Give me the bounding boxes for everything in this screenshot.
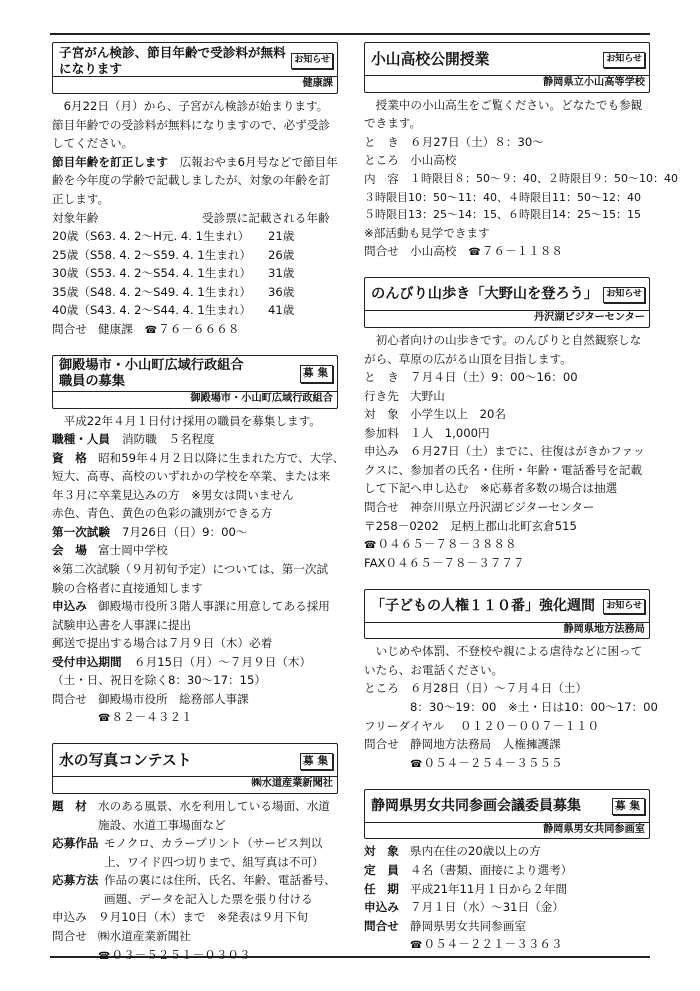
- article-body: 対 象 県内在住の20歳以上の方 定 員 ４名（書類、面接により選考） 任 期 平成21年11月１日から２年間 申込み ７月１日（水）～31日（金） 問合せ 静岡県男女共同参画室 ☎ ０５４－２２１－３３６３: [364, 839, 650, 954]
- article-header: [364, 42, 650, 93]
- article-fire-staff-recruit: [52, 355, 345, 728]
- article-org: ㈱水道産業新聞社: [53, 776, 337, 793]
- contact-row: 問合せ 神奈川県立丹沢湖ビジターセンター: [364, 499, 595, 514]
- left-column: [52, 42, 345, 981]
- top-rule: [50, 33, 650, 35]
- article-org: 静岡県地方法務局: [365, 622, 649, 639]
- phone-icon: ☎ ０３－５２５１－０３０３: [98, 948, 251, 962]
- article-title: のんびり山歩き「大野山を登ろう」: [371, 286, 599, 303]
- article-org: 静岡県立小山高等学校: [365, 75, 649, 92]
- correction-body: 広報おやま6月号などで節目年齢を今年度の学齢で記載しましたが、対象の年齢を訂正します。: [52, 154, 338, 206]
- contact-phone: [364, 754, 650, 773]
- intro-text: 6月22日（月）から、子宮がん検診が始まります。節目年齢での受診料が無料になりますので、必ず受診してください。: [52, 99, 331, 151]
- article-org: 丹沢湖ビジターセンター: [365, 310, 649, 327]
- article-title: 子宮がん検診、節目年齢で受診料が無料になります: [59, 45, 286, 76]
- fax-number: FAX０４６５－７８－３７７７: [364, 556, 525, 571]
- phone-icon: ☎ ８２－４３２１: [98, 710, 193, 724]
- notice-badge: お知らせ: [291, 53, 333, 69]
- article-title: 静岡県男女共同参画会議委員募集: [371, 797, 581, 814]
- article-title: 水の写真コンテスト: [59, 752, 192, 770]
- phone-icon: ☎ ７６－１１８８: [468, 242, 563, 261]
- phone-icon: ☎ ７６－６６６８: [145, 320, 240, 339]
- age-row: 35歳（S48. 4. 2～S49. 4. 1生まれ） 36歳: [52, 284, 295, 299]
- article-body: いじめや体罰、不登校や親による虐待などに困っていたら、お電話ください。 ところ ６月28日（日）～７月４日（土） 8：30～19：00 ※土・日は10：00～17：00 フリーダイヤル ０１２０－００７－１１０ 問合せ 静岡地方法務局 人権擁護課 ☎ ０５４－２５４－３５５５: [364, 639, 650, 772]
- correction-lead: 節目年齢を訂正します: [52, 154, 168, 169]
- article-header: [52, 355, 338, 409]
- right-column: [364, 42, 678, 970]
- article-mt-ono-hike: [364, 277, 650, 572]
- article-header: [364, 789, 650, 840]
- article-child-rights-110: [364, 589, 658, 773]
- article-org: 健康課: [53, 76, 337, 93]
- age-row: 20歳（S63. 4. 2～H元. 4. 1生まれ） 21歳: [52, 229, 295, 244]
- contact-phone: [52, 946, 338, 965]
- article-body: 初心者向けの山歩きです。のんびりと自然観察しながら、草原の広がる山頂を目指します。 と き ７月４日（土）9：00～16：00 行き先 大野山 対 象 小学生以上 20名 参加料 １人 1,000円 申込み ６月27日（土）までに、往復はがきかファッ クスに、参加者の氏名・住所・年齢・電話番号を記載 して下記へ申し込む ※応募者多数の場合は抽選 問合せ 神奈川県立丹沢湖ビジターセンター 〒258－0202 足柄上郡山北町玄倉515 ☎ ０４６５－７８－３８８８ FAX０４６５－７８－３７７７: [364, 328, 650, 573]
- article-title: 小山高校公開授業: [371, 50, 490, 68]
- article-body: [52, 94, 338, 339]
- article-body: 平成22年４月１日付け採用の職員を募集します。 職種・人員 消防職 ５名程度 資 格 昭和59年４月２日以降に生まれた方で、大学、 短大、高専、高校のいずれかの学校を卒業、または来 年３月に卒業見込みの方 ※男女は問いません 赤色、青色、黄色の色彩の識別ができる方 第一次試験 7月26日（日）9：00～ 会 場 富士岡中学校 ※第二次試験（９月初旬予定）については、第一次試 験の合格者に直接通知します 申込み 御殿場市役所３階人事課に用意してある採用 試験申込書を人事課に提出 郵送で提出する場合は７月９日（木）必着 受付申込期間 ６月15日（月）～７月９日（木） （土・日、祝日を除く8：30～17：15） 問合せ 御殿場市役所 総務部人事課 ☎ ８２－４３２１: [52, 409, 338, 728]
- article-header: [364, 589, 650, 640]
- notice-badge: お知らせ: [603, 52, 645, 68]
- recruit-badge: 募集: [300, 365, 333, 383]
- phone-icon: ☎ ０５４－２２１－３３６３: [410, 937, 563, 951]
- article-header: [364, 277, 650, 328]
- article-org: 御殿場市・小山町広域行政組合: [53, 391, 337, 408]
- article-body: 授業中の小山高生をご覧ください。どなたでも参観できます。 と き ６月27日（土）８：30～ ところ 小山高校 内 容 １時限目８：50～９：40、２時限目９：50～10：40 ３時限目10：50～11：40、４時限目11：50～12：40 ５時限目13：25～14：15、６時限目14：25～15：15 ※部活動も見学できます 問合せ 小山高校 ☎ ７６－１１８８: [364, 93, 650, 261]
- contact-row: 問合せ 健康課 ☎ ７６－６６６８: [52, 320, 338, 339]
- notice-badge: お知らせ: [603, 599, 645, 615]
- age-row: 30歳（S53. 4. 2～S54. 4. 1生まれ） 31歳: [52, 266, 295, 281]
- age-row: 25歳（S58. 4. 2～S59. 4. 1生まれ） 26歳: [52, 247, 295, 262]
- contact-row: 問合せ 静岡県男女共同参画室: [364, 918, 526, 933]
- notice-badge: お知らせ: [603, 287, 645, 303]
- article-title: 「子どもの人権１１０番」強化週間: [371, 597, 595, 614]
- article-water-photo-contest: [52, 743, 338, 964]
- article-body: 題 材 水のある風景、水を利用している場面、水道 施設、水道工事場面など 応募作品 モノクロ、カラープリント（サービス判以 上、ワイド四つ切りまで、組写真は不可） 応募方法 作品の裏には住所、氏名、年齢、電話番号、 画題、データを記入した票を張り付ける 申込み ９月10日（木）まで ※発表は９月下旬 問合せ ㈱水道産業新聞社 ☎ ０３－５２５１－０３０３: [52, 794, 338, 964]
- contact-row: 問合せ 御殿場市役所 総務部人事課: [52, 691, 249, 706]
- contact-phone: [364, 935, 650, 954]
- phone-icon: ☎ ０５４－２５４－３５５５: [410, 756, 563, 770]
- article-gender-equality-committee: [364, 789, 650, 955]
- age-row: 40歳（S43. 4. 2～S44. 4. 1生まれ） 41歳: [52, 303, 295, 318]
- article-oyama-high-open-class: [364, 42, 678, 261]
- correction-text: [52, 153, 338, 209]
- age-head-right: 受診票に記載される年齢: [202, 210, 330, 225]
- contact-phone: [52, 708, 338, 727]
- article-org: 静岡県男女共同参画室: [365, 822, 649, 839]
- contact-row: 問合せ ㈱水道産業新聞社: [52, 928, 191, 943]
- article-header: [52, 42, 338, 94]
- age-head-left: 対象年齢: [52, 210, 99, 225]
- recruit-badge: 募集: [612, 798, 645, 816]
- age-table-header: [52, 209, 338, 228]
- contact-row: 問合せ 静岡地方法務局 人権擁護課: [364, 737, 561, 752]
- phone-icon: ☎ ０４６５－７８－３８８８: [364, 537, 517, 551]
- recruit-badge: 募集: [300, 753, 333, 771]
- article-title: 御殿場市・小山町広域行政組合 職員の募集: [59, 357, 244, 390]
- article-cervical-cancer: [52, 42, 338, 339]
- contact-row: 問合せ 小山高校 ☎ ７６－１１８８: [364, 242, 650, 261]
- article-header: [52, 743, 338, 794]
